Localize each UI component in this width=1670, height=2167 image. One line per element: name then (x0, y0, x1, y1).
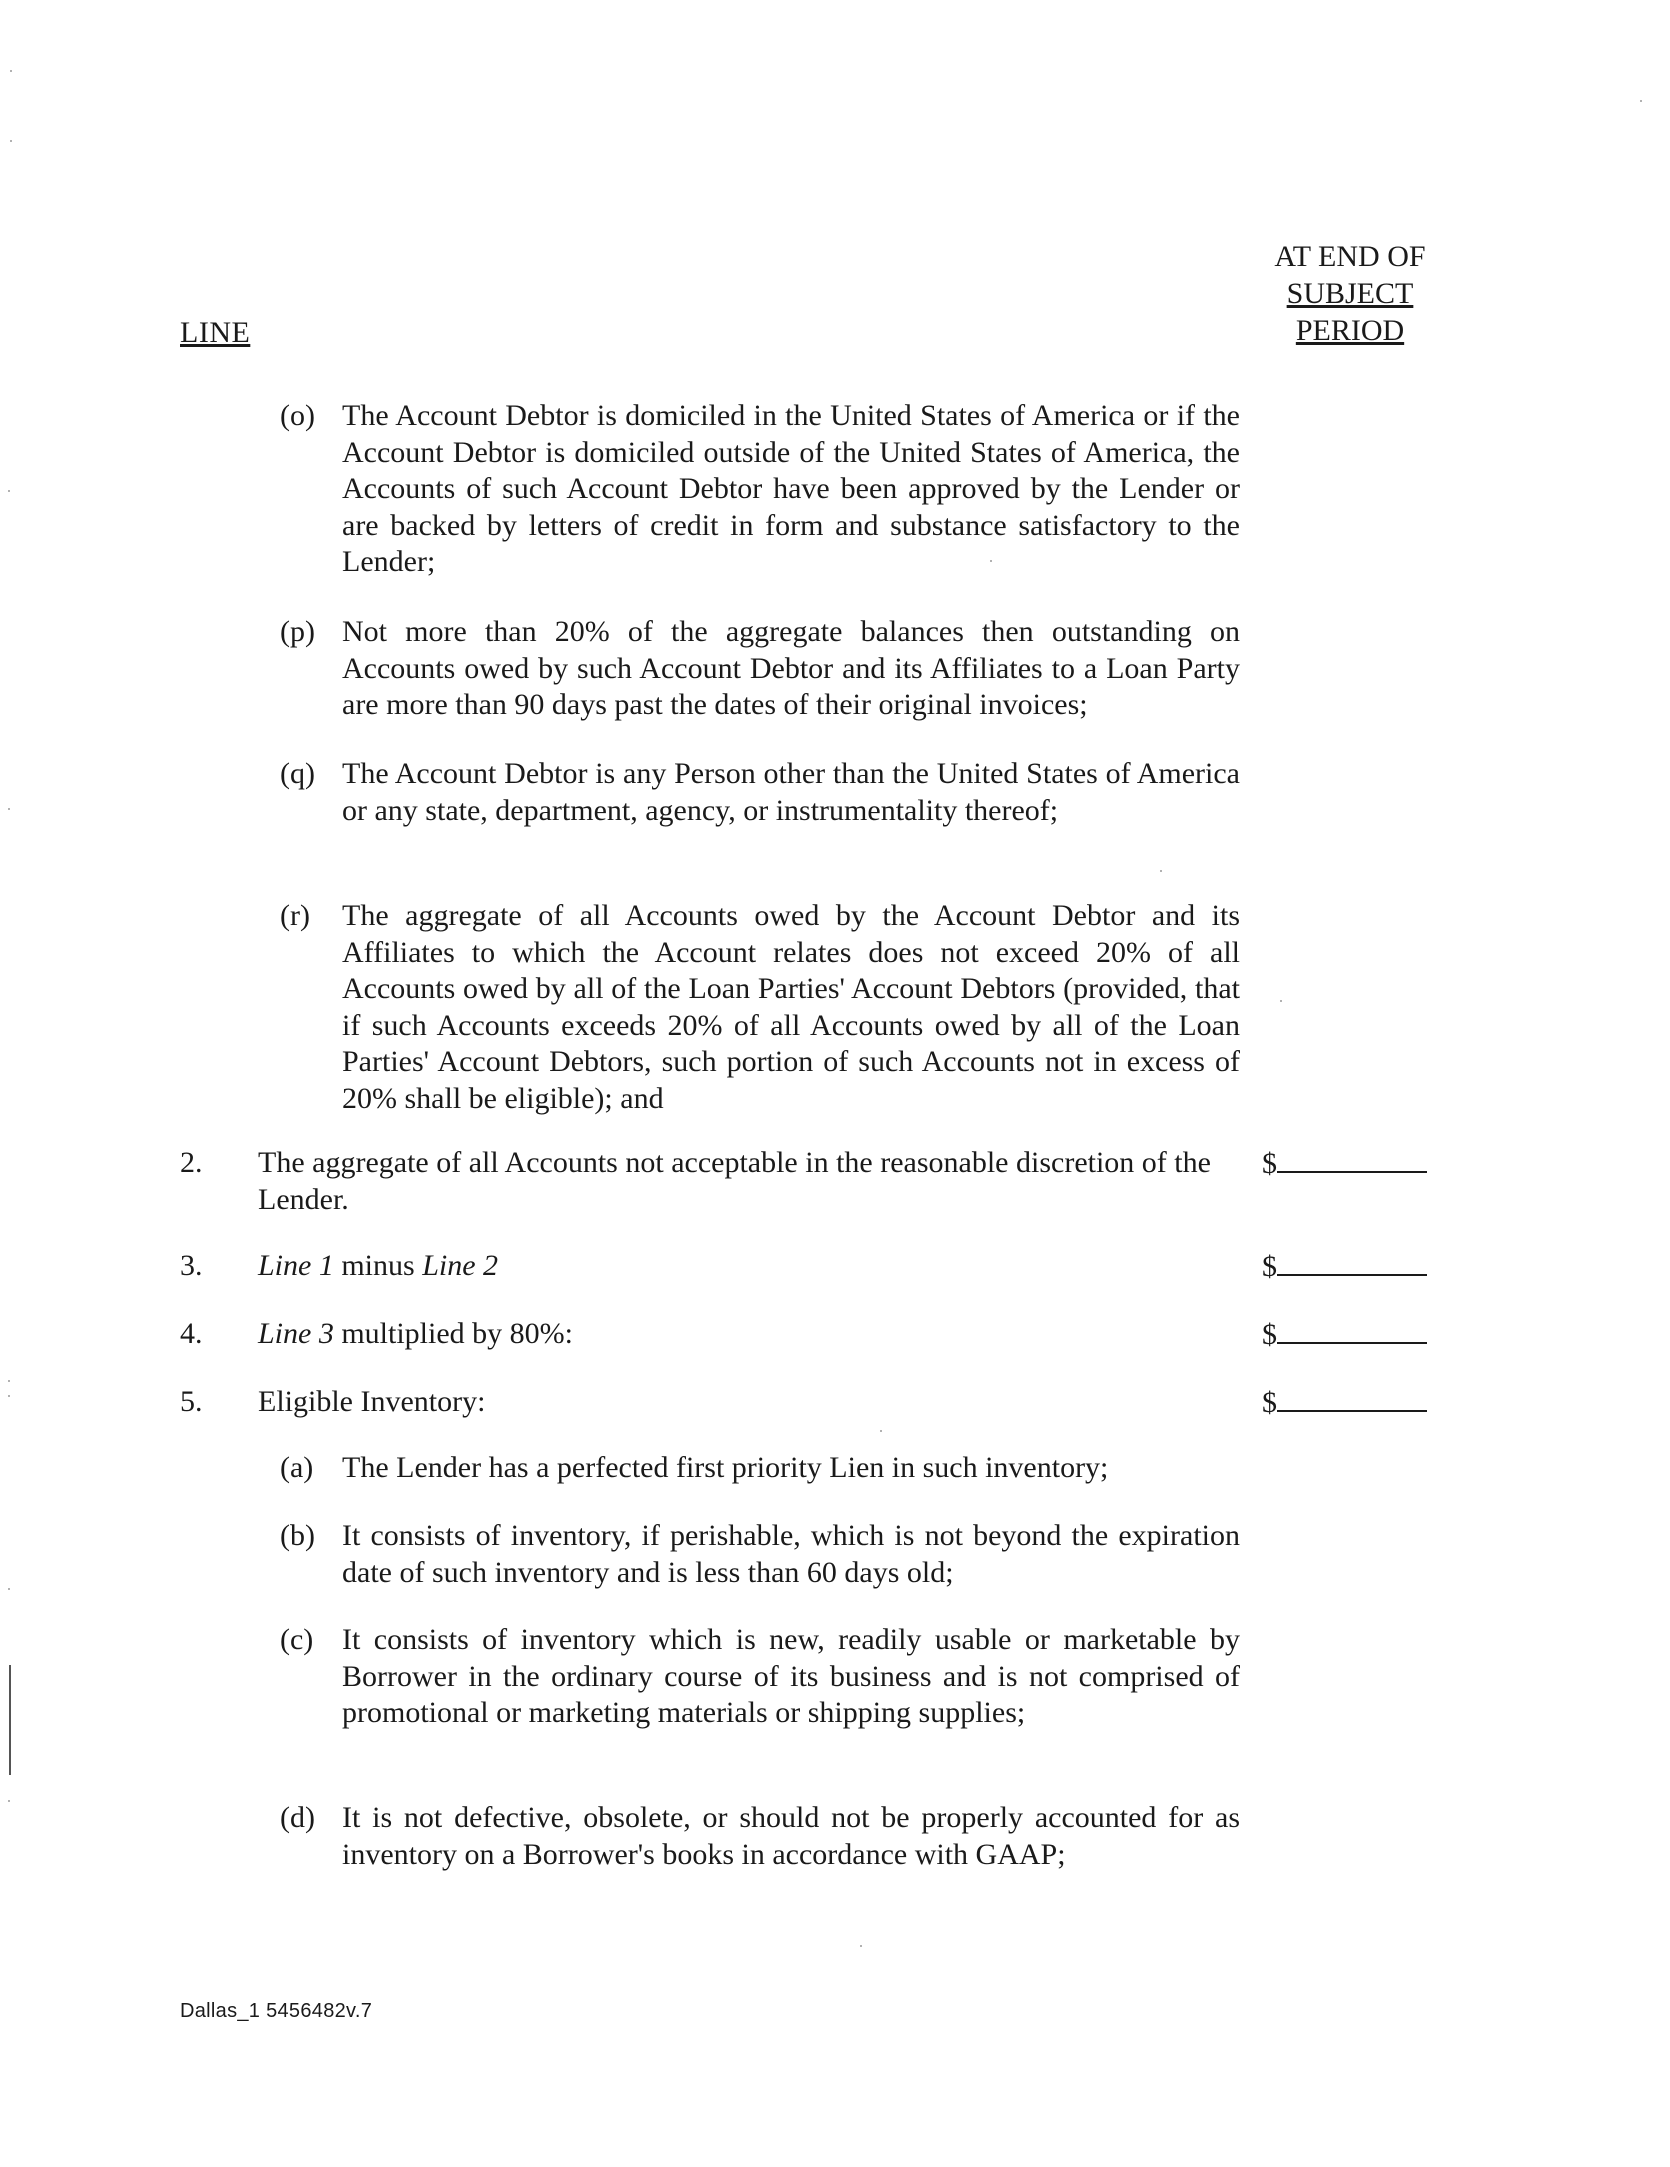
line-2 (180, 1145, 1220, 1218)
line-number: 3. (180, 1249, 203, 1282)
line-text (258, 1248, 1250, 1285)
line-number: 4. (180, 1317, 203, 1350)
scan-speck (1160, 870, 1162, 872)
header-at-end-of: AT END OF (1274, 240, 1426, 273)
header-subject: SUBJECT (1286, 277, 1414, 310)
scan-margin-mark (9, 1665, 11, 1775)
clause-a (280, 1450, 1240, 1487)
clause-label: (q) (280, 757, 315, 790)
line-3 (180, 1248, 1250, 1285)
clause-label: (p) (280, 615, 315, 648)
clause-text: It consists of inventory, if perishable, which is not beyond the expiration date of such inventory and is less than 60 days old; (342, 1519, 1240, 1589)
clause-label: (a) (280, 1451, 314, 1484)
clause-label: (o) (280, 399, 315, 432)
column-header-line: LINE (180, 316, 251, 349)
scan-speck (8, 1588, 10, 1590)
clause-label: (b) (280, 1519, 315, 1552)
line-number: 2. (180, 1146, 203, 1179)
line-ref: Line 1 (258, 1249, 334, 1282)
line-ref: Line 3 (258, 1317, 334, 1350)
scan-speck (10, 140, 12, 142)
scan-speck (1640, 100, 1642, 102)
line-text: Eligible Inventory: (258, 1385, 486, 1418)
scan-speck (990, 560, 992, 562)
line-2-amount-field[interactable] (1262, 1145, 1427, 1183)
line-4 (180, 1316, 1250, 1353)
scan-speck (8, 808, 10, 810)
clause-c (280, 1622, 1240, 1732)
clause-q (280, 756, 1240, 829)
dollar-sign: $ (1262, 1147, 1277, 1180)
scan-speck (8, 490, 10, 492)
amount-blank (1277, 1316, 1427, 1344)
clause-text: The Account Debtor is any Person other than the United States of America or any state, department, agency, or instrumentality thereof; (342, 757, 1240, 827)
scan-speck (8, 1395, 10, 1397)
clause-text: The Account Debtor is domiciled in the United States of America or if the Account Debtor is domiciled outside of the United States of America, the Accounts of such Account Debtor have been approved by the Lender or are backed by letters of credit in form and substance satisfactory to the Lender; (342, 399, 1240, 579)
line-ref: Line 2 (422, 1249, 499, 1282)
dollar-sign: $ (1262, 1250, 1277, 1283)
line-text (258, 1316, 1250, 1353)
dollar-sign: $ (1262, 1386, 1277, 1419)
clause-d (280, 1800, 1240, 1873)
line-op: minus (333, 1249, 423, 1282)
dollar-sign: $ (1262, 1318, 1277, 1351)
document-id-footer: Dallas_1 5456482v.7 (180, 2000, 373, 2022)
clause-p (280, 614, 1240, 724)
clause-o (280, 398, 1240, 581)
line-number: 5. (180, 1385, 203, 1418)
line-4-amount-field[interactable] (1262, 1316, 1427, 1354)
scan-speck (1280, 1000, 1282, 1002)
clause-text: It consists of inventory which is new, readily usable or marketable by Borrower in the ordinary course of its business and is not comprised of promotional or marketing materials or shipping supplies; (342, 1623, 1240, 1730)
line-3-amount-field[interactable] (1262, 1248, 1427, 1286)
clause-text: It is not defective, obsolete, or should not be properly accounted for as inventory on a Borrower's books in accordance with GAAP; (342, 1801, 1240, 1871)
scan-speck (860, 1945, 862, 1947)
clause-b (280, 1518, 1240, 1591)
scan-speck (8, 1800, 10, 1802)
line-5 (180, 1384, 1250, 1421)
line-rest: multiplied by 80%: (333, 1317, 573, 1350)
clause-label: (c) (280, 1623, 314, 1656)
header-period: PERIOD (1295, 314, 1405, 347)
column-header-period (1250, 238, 1450, 349)
line-text: The aggregate of all Accounts not acceptable in the reasonable discretion of the Lender. (258, 1146, 1211, 1216)
clause-label: (r) (280, 899, 310, 932)
amount-blank (1277, 1384, 1427, 1412)
clause-r (280, 898, 1240, 1118)
amount-blank (1277, 1248, 1427, 1276)
line-5-amount-field[interactable] (1262, 1384, 1427, 1422)
scan-speck (10, 70, 12, 72)
clause-text: The Lender has a perfected first priority Lien in such inventory; (342, 1451, 1109, 1484)
clause-label: (d) (280, 1801, 315, 1834)
clause-text: The aggregate of all Accounts owed by the Account Debtor and its Affiliates to which the Account relates does not exceed 20% of all Accounts owed by all of the Loan Parties' Account Debtors (provided, that if such Accounts exceeds 20% of all Accounts owed by all of the Loan Parties' Account Debtors, such portion of such Accounts not in excess of 20% shall be eligible); and (342, 899, 1240, 1115)
clause-text: Not more than 20% of the aggregate balances then outstanding on Accounts owed by such Account Debtor and its Affiliates to a Loan Party are more than 90 days past the dates of their original invoices; (342, 615, 1240, 722)
scan-speck (8, 1380, 10, 1382)
scan-speck (880, 1430, 882, 1432)
amount-blank (1277, 1145, 1427, 1173)
